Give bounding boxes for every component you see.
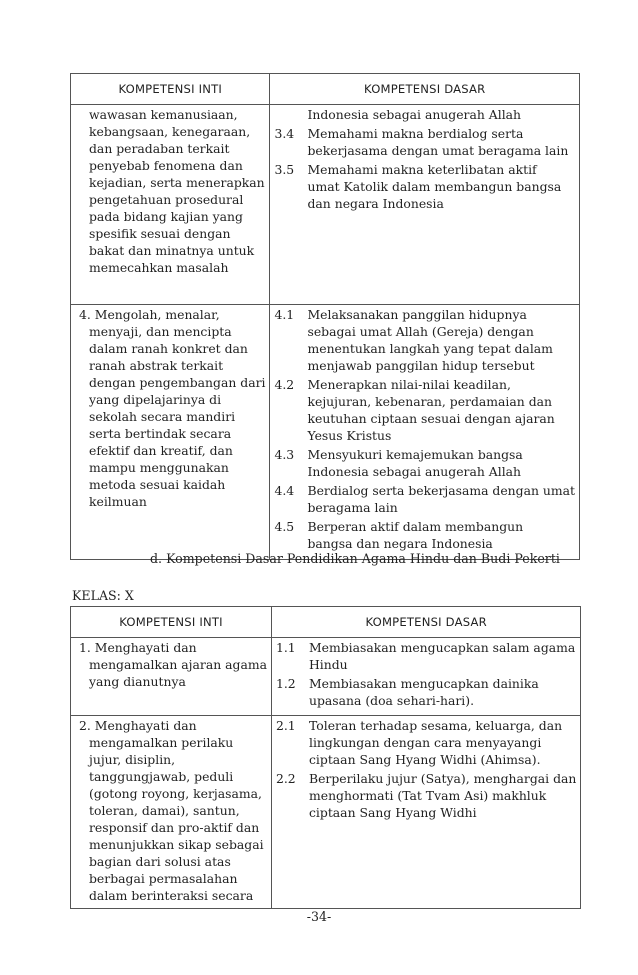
ki-text-line: pada bidang kajian yang xyxy=(89,209,243,224)
kd-item xyxy=(274,161,575,212)
ki-text-line: dan peradaban terkait xyxy=(89,141,230,156)
kd-text-line: Toleran terhadap sesama, keluarga, dan xyxy=(308,718,563,733)
ki-text-line: bagian dari solusi atas xyxy=(89,854,231,869)
ki-text-line: dalam berinteraksi secara xyxy=(89,888,254,903)
kd-item xyxy=(274,376,575,444)
table-row xyxy=(71,105,580,305)
table-header-row xyxy=(71,607,581,638)
kd-item-text xyxy=(307,376,575,444)
ki-text-line: mengamalkan perilaku xyxy=(89,735,234,750)
kd-text-line: Berperan aktif dalam membangun xyxy=(307,519,524,534)
kd-text-line: Berdialog serta bekerjasama dengan umat xyxy=(307,483,575,498)
kd-text-line: Mensyukuri kemajemukan bangsa xyxy=(307,447,523,462)
kd-text-line: Membiasakan mengucapkan salam agama xyxy=(308,640,576,655)
kd-item-number: 4.3 xyxy=(274,447,295,462)
kd-item-text xyxy=(307,306,575,374)
kd-text-line: Hindu xyxy=(308,657,348,672)
kd-item-number: 4.1 xyxy=(274,307,295,322)
kd-item-text xyxy=(307,482,575,516)
table-row xyxy=(71,305,580,560)
kd-item-text xyxy=(307,518,575,552)
kd-item-number: 4.5 xyxy=(274,519,295,534)
kd-text-line: Melaksanakan panggilan hidupnya xyxy=(307,307,527,322)
table-header-row xyxy=(71,74,580,105)
header-kompetensi-inti: KOMPETENSI INTI xyxy=(71,74,270,105)
kd-item-number: 2.1 xyxy=(275,718,296,733)
ki-text-line: yang dipelajarinya di xyxy=(89,392,222,407)
kd-text-line: upasana (doa sehari-hari). xyxy=(308,693,475,708)
ki-cell xyxy=(71,105,270,305)
ki-text-line: penyebab fenomena dan xyxy=(89,158,243,173)
header-kompetensi-inti: KOMPETENSI INTI xyxy=(71,607,272,638)
kd-text-line: dan negara Indonesia xyxy=(307,196,444,211)
ki-text-line: pengetahuan prosedural xyxy=(89,192,244,207)
ki-text-line: bakat dan minatnya untuk xyxy=(89,243,255,258)
header-kompetensi-dasar: KOMPETENSI DASAR xyxy=(271,607,580,638)
kd-text-line: umat Katolik dalam membangun bangsa xyxy=(307,179,562,194)
kd-text-line: kejujuran, kebenaran, perdamaian dan xyxy=(307,394,552,409)
ki-cell xyxy=(71,716,272,909)
kd-item xyxy=(274,306,575,374)
kd-text-line: menentukan langkah yang tepat dalam xyxy=(307,341,553,356)
kd-item xyxy=(274,482,575,516)
kd-item xyxy=(276,639,576,673)
kd-text-line: Memahami makna keterlibatan aktif xyxy=(307,162,537,177)
ki-text-line: responsif dan pro-aktif dan xyxy=(89,820,260,835)
kd-item-text xyxy=(309,639,576,673)
ki-text-line: (gotong royong, kerjasama, xyxy=(89,786,262,801)
kd-item xyxy=(276,717,576,768)
ki-text-line: spesifik sesuai dengan xyxy=(89,226,231,241)
ki-text-line: dalam ranah konkret dan xyxy=(89,341,248,356)
kd-item xyxy=(276,675,576,709)
ki-text-line: mampu menggunakan xyxy=(89,460,229,475)
kd-cell xyxy=(270,305,580,560)
kd-text-line: Memahami makna berdialog serta xyxy=(307,126,524,141)
kd-item-text xyxy=(309,717,576,768)
table-row xyxy=(71,638,581,716)
ki-text-line: kebangsaan, kenegaraan, xyxy=(89,124,251,139)
ki-cell xyxy=(71,638,272,716)
kd-item-number: 1.2 xyxy=(275,676,296,691)
kd-item xyxy=(274,518,575,552)
kelas-label: KELAS: X xyxy=(72,588,134,603)
kd-item-text xyxy=(307,161,575,212)
kd-text-line: bekerjasama dengan umat beragama lain xyxy=(307,143,569,158)
section-heading: d. Kompetensi Dasar Pendidikan Agama Hindu dan Budi Pekerti xyxy=(150,551,560,566)
ki-text-line: menunjukkan sikap sebagai xyxy=(89,837,264,852)
kd-item-number xyxy=(274,106,307,123)
kd-item-number: 1.1 xyxy=(275,640,296,655)
kd-cell xyxy=(271,638,580,716)
kd-cell xyxy=(271,716,580,909)
kd-text-line: menghormati (Tat Tvam Asi) makhluk xyxy=(308,788,547,803)
ki-text-line: tanggungjawab, peduli xyxy=(89,769,234,784)
ki-text-line: kejadian, serta menerapkan xyxy=(89,175,265,190)
ki-text-line: jujur, disiplin, xyxy=(89,752,176,767)
kd-item xyxy=(274,125,575,159)
table-row xyxy=(71,716,581,909)
ki-text-line: metoda sesuai kaidah xyxy=(89,477,226,492)
kd-text-line: bangsa dan negara Indonesia xyxy=(307,536,493,551)
kd-text-line: Indonesia sebagai anugerah Allah xyxy=(307,464,522,479)
kd-item-number: 2.2 xyxy=(275,771,296,786)
ki-text-line: efektif dan kreatif, dan xyxy=(89,443,233,458)
ki-text-line: wawasan kemanusiaan, xyxy=(89,107,238,122)
page-number: -34- xyxy=(306,909,332,924)
ki-text-line: mengamalkan ajaran agama xyxy=(89,657,267,672)
ki-cell xyxy=(71,305,270,560)
ki-text-line: menyaji, dan mencipta xyxy=(89,324,232,339)
kd-text-line: Yesus Kristus xyxy=(307,428,392,443)
kd-item xyxy=(276,770,576,821)
ki-text-line: 1. Menghayati dan xyxy=(79,640,197,655)
kd-item-number: 3.5 xyxy=(274,162,295,177)
kd-text-line: beragama lain xyxy=(307,500,398,515)
kd-item-number: 4.2 xyxy=(274,377,295,392)
ki-text-line: keilmuan xyxy=(89,494,147,509)
ki-text-line: yang dianutnya xyxy=(89,674,186,689)
kd-item-text xyxy=(307,106,575,123)
ki-text-line: toleran, damai), santun, xyxy=(89,803,240,818)
competency-table-hindu xyxy=(70,606,581,909)
kd-text-line: Menerapkan nilai-nilai keadilan, xyxy=(307,377,511,392)
kd-item-number: 4.4 xyxy=(274,483,295,498)
kd-item-text xyxy=(309,675,576,709)
kd-text-line: Berperilaku jujur (Satya), menghargai dan xyxy=(308,771,577,786)
kd-cell xyxy=(270,105,580,305)
kd-item-text xyxy=(307,446,575,480)
kd-text-line: Membiasakan mengucapkan dainika xyxy=(308,676,539,691)
kd-item xyxy=(274,446,575,480)
ki-text-line: memecahkan masalah xyxy=(89,260,229,275)
kd-text-line: ciptaan Sang Hyang Widhi xyxy=(308,805,477,820)
ki-text-line: sekolah secara mandiri xyxy=(89,409,236,424)
ki-text-line: 4. Mengolah, menalar, xyxy=(79,307,220,322)
ki-text-line: berbagai permasalahan xyxy=(89,871,238,886)
kd-text-line: menjawab panggilan hidup tersebut xyxy=(307,358,535,373)
kd-text-line: Indonesia sebagai anugerah Allah xyxy=(307,107,522,122)
kd-item-text xyxy=(307,125,575,159)
header-kompetensi-dasar: KOMPETENSI DASAR xyxy=(270,74,580,105)
ki-text-line: dengan pengembangan dari xyxy=(89,375,266,390)
kd-text-line: keutuhan ciptaan sesuai dengan ajaran xyxy=(307,411,555,426)
ki-text-line: ranah abstrak terkait xyxy=(89,358,224,373)
kd-text-line: ciptaan Sang Hyang Widhi (Ahimsa). xyxy=(308,752,541,767)
kd-text-line: lingkungan dengan cara menyayangi xyxy=(308,735,542,750)
ki-text-line: 2. Menghayati dan xyxy=(79,718,197,733)
competency-table-katolik xyxy=(70,73,580,560)
kd-item-number: 3.4 xyxy=(274,126,295,141)
ki-text-line: serta bertindak secara xyxy=(89,426,232,441)
kd-item xyxy=(274,106,575,123)
kd-text-line: sebagai umat Allah (Gereja) dengan xyxy=(307,324,534,339)
kd-item-text xyxy=(309,770,576,821)
